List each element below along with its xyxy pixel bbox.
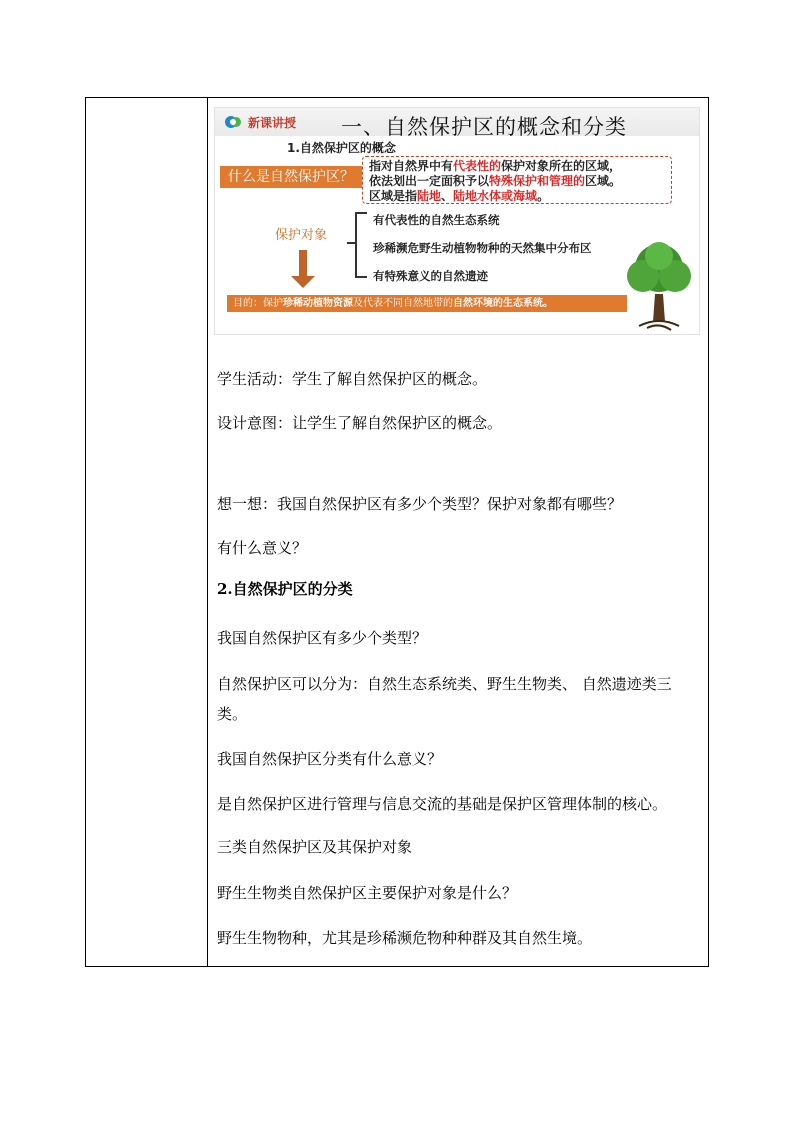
- section-heading: 2.自然保护区的分类: [217, 580, 353, 598]
- activity-text: 学生活动：学生了解自然保护区的概念。: [217, 370, 488, 388]
- object-item: 有代表性的自然生态系统: [373, 213, 500, 227]
- logo-icon: [223, 114, 243, 130]
- answer-meaning: 是自然保护区进行管理与信息交流的基础是保护区管理体制的核心。: [217, 795, 668, 813]
- brace-tip: [347, 242, 355, 244]
- column-divider: [207, 98, 208, 966]
- answer-types: 自然保护区可以分为：自然生态系统类、野生生物类、 自然遗迹类三: [217, 675, 672, 693]
- think-text: 想一想：我国自然保护区有多少个类型？保护对象都有哪些？: [217, 495, 623, 513]
- tree-icon: [619, 238, 699, 334]
- question-wildlife: 野生生物类自然保护区主要保护对象是什么？: [217, 884, 518, 902]
- slide-title: 一、自然保护区的概念和分类: [341, 115, 627, 139]
- intent-text: 设计意图：让学生了解自然保护区的概念。: [217, 414, 503, 432]
- brace-icon: [355, 212, 367, 278]
- question-box: 什么是自然保护区？: [220, 166, 362, 188]
- think-text-continued: 有什么意义？: [217, 539, 308, 557]
- down-arrow-icon: [299, 250, 307, 278]
- definition-box: 指对自然界中有代表性的保护对象所在的区域， 依法划出一定面积予以特殊保护和管理的区域。 区域是指陆地、陆地水体或海域。: [362, 156, 672, 204]
- slide-image: [214, 107, 700, 335]
- question-meaning: 我国自然保护区分类有什么意义？: [217, 750, 443, 768]
- question-types: 我国自然保护区有多少个类型？: [217, 629, 428, 647]
- section-badge: 新课讲授: [248, 116, 297, 130]
- answer-wildlife: 野生生物物种，尤其是珍稀濒危物种种群及其自然生境。: [217, 929, 593, 947]
- down-arrow-head: [291, 276, 315, 288]
- object-item: 有特殊意义的自然遗迹: [373, 269, 488, 283]
- objects-label: 保护对象: [275, 228, 328, 243]
- slide-subtitle: 1.自然保护区的概念: [287, 141, 396, 155]
- three-types-heading: 三类自然保护区及其保护对象: [217, 838, 413, 856]
- object-item: 珍稀濒危野生动植物物种的天然集中分布区: [373, 241, 592, 255]
- goal-bar: 目的：保护珍稀动植物资源及代表不同自然地带的自然环境的生态系统。: [227, 295, 627, 312]
- answer-types-continued: 类。: [217, 705, 248, 723]
